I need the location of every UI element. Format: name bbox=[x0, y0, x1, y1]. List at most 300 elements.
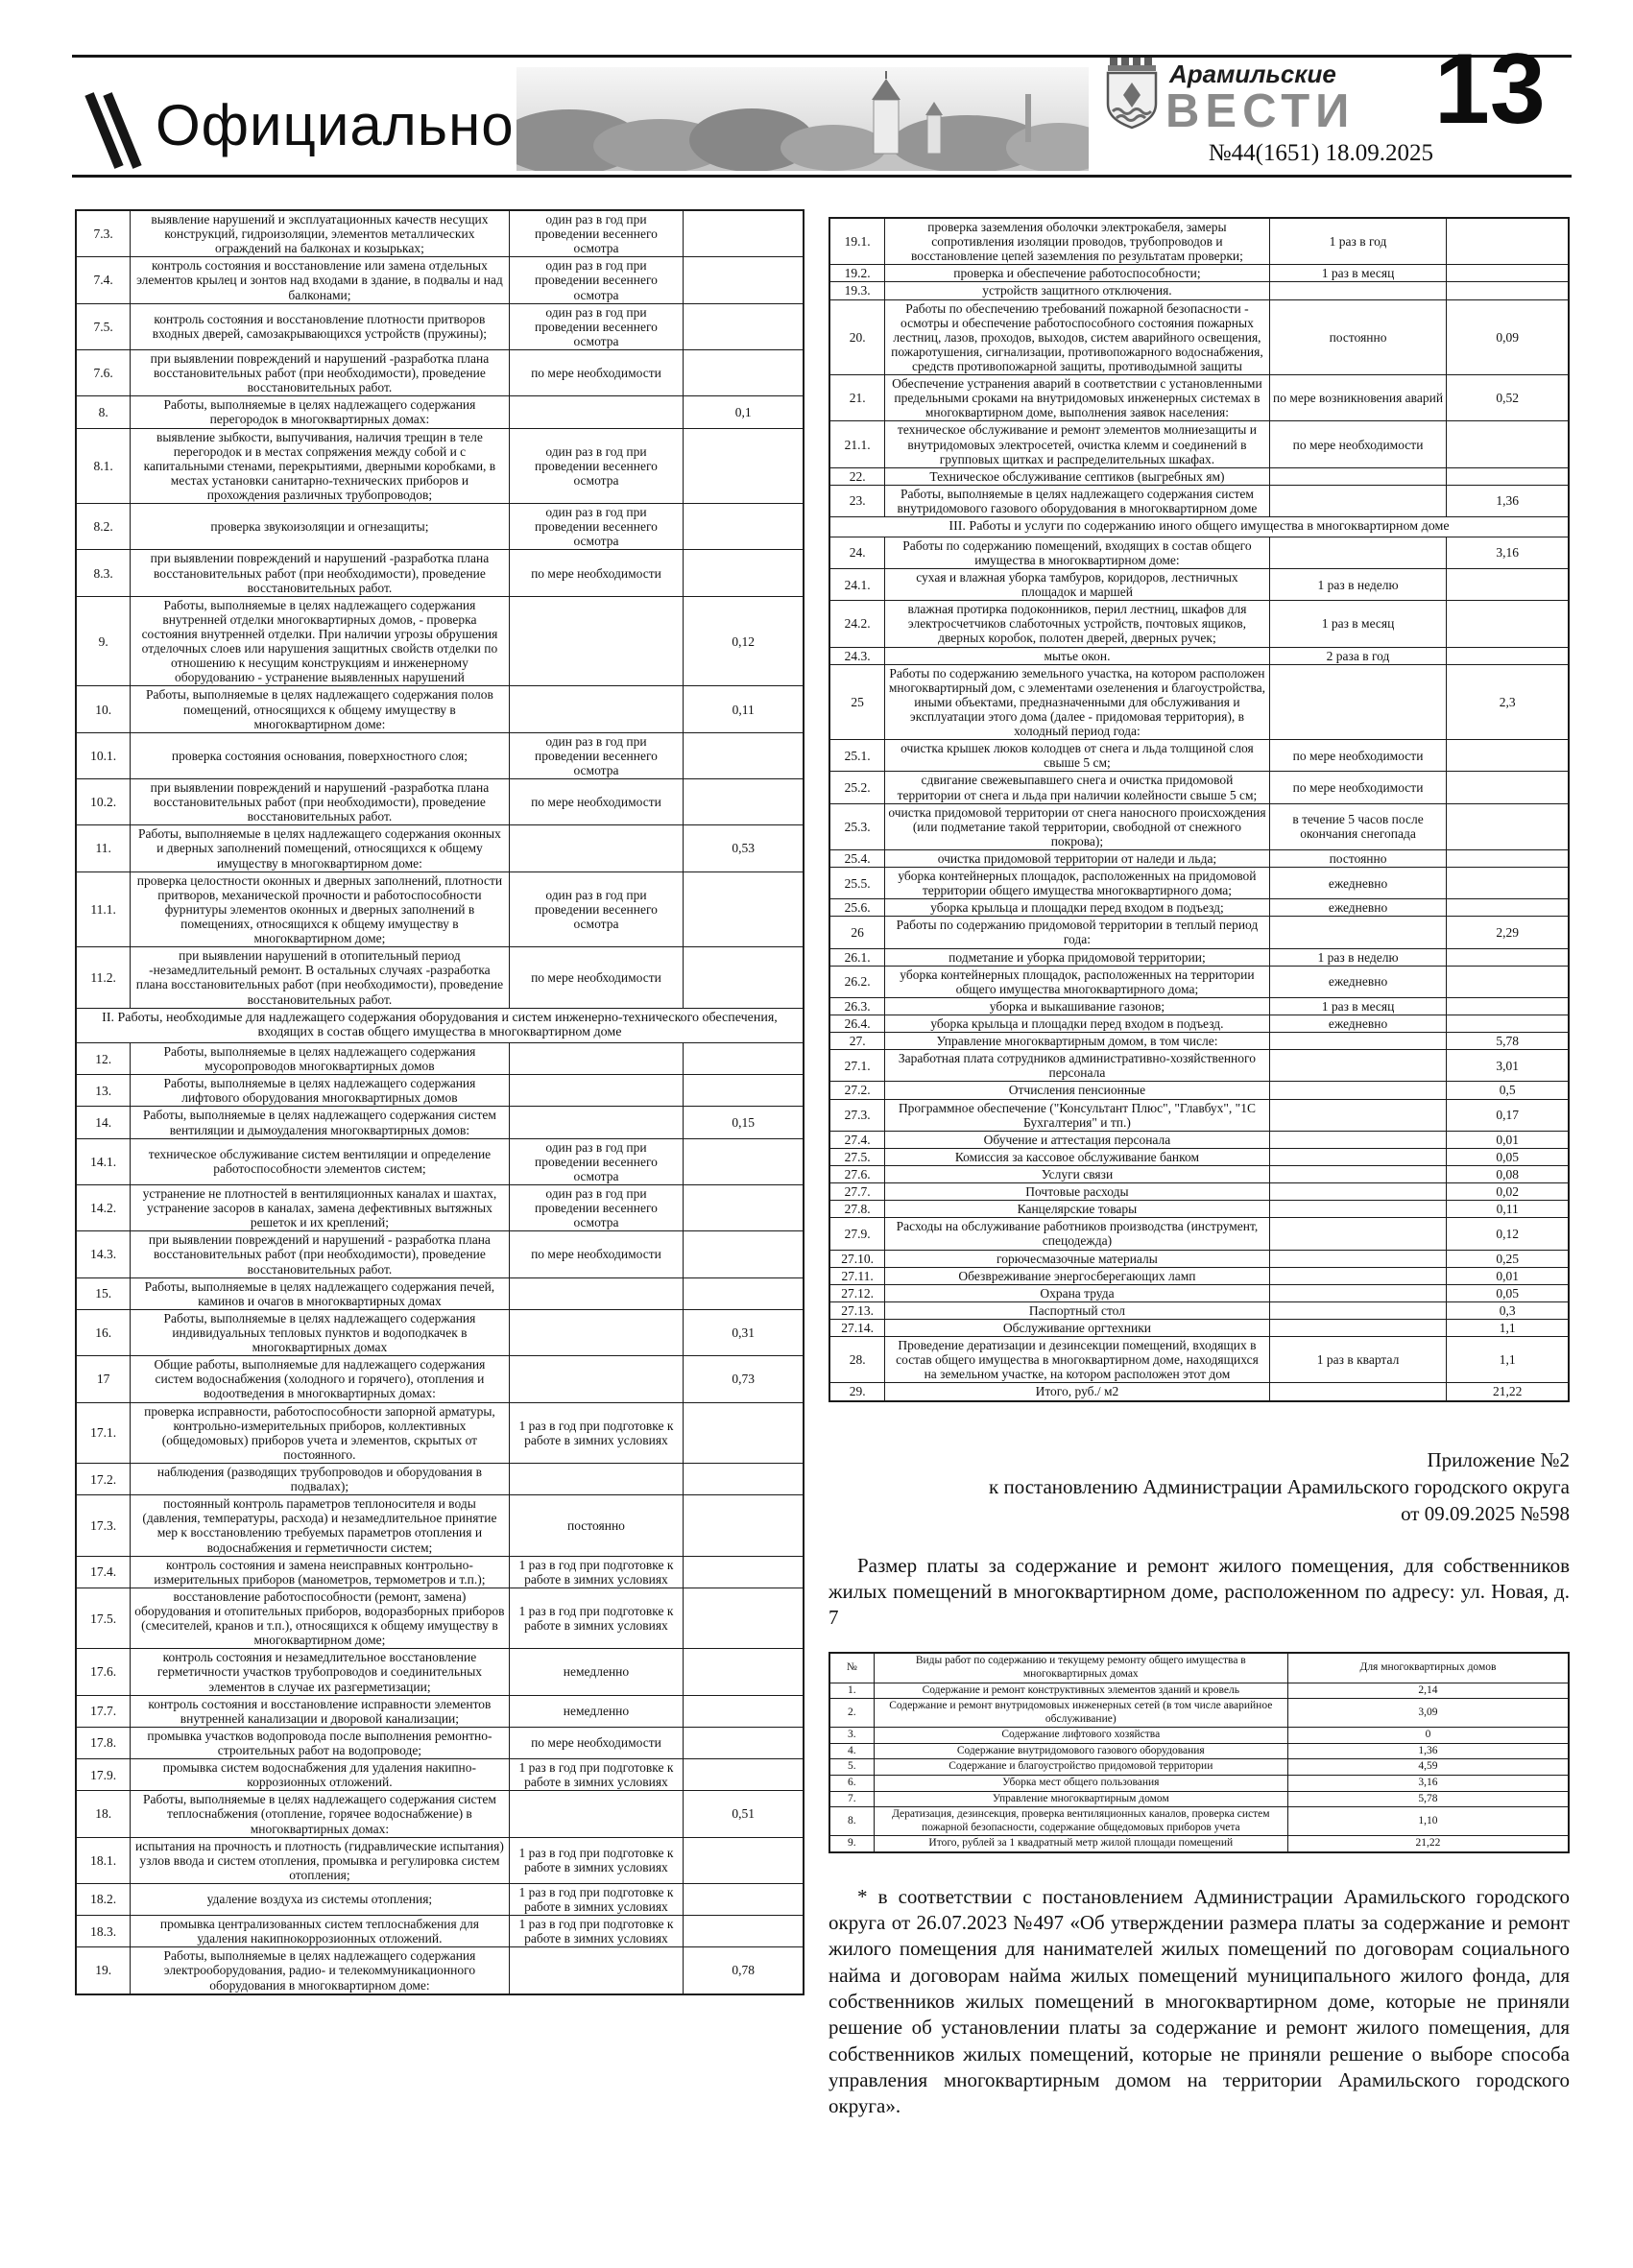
row-number: 21. bbox=[829, 375, 885, 421]
periodicity bbox=[1269, 1201, 1447, 1218]
tariff-value bbox=[684, 1556, 804, 1588]
periodicity: ежедневно bbox=[1269, 868, 1447, 899]
periodicity: по мере необходимости bbox=[509, 349, 684, 395]
city-crest-icon bbox=[1104, 56, 1160, 131]
tariff-table-left bbox=[75, 209, 804, 1995]
work-description: Работы, выполняемые в целях надлежащего содержания электрооборудования, радио- и телекоммуникационного оборудования в многоквартирном доме: bbox=[131, 1947, 509, 1994]
periodicity: 1 раз в год при подготовке к работе в зимних условиях bbox=[509, 1837, 684, 1883]
periodicity bbox=[1269, 664, 1447, 740]
row-number: 17.5. bbox=[76, 1588, 131, 1648]
work-description: Обеспечение устранения аварий в соответствии с установленными предельными сроками на внутридомовых инженерных системах в многоквартирном доме, выполнения заявок населения: bbox=[885, 375, 1269, 421]
row-number: 15. bbox=[76, 1277, 131, 1309]
work-type: Содержание и ремонт внутридомовых инженерных сетей (в том числе аварийное обслуживание) bbox=[874, 1699, 1287, 1728]
work-description: контроль состояния и замена неисправных контрольно-измерительных приборов (манометров, термометров и т.п.); bbox=[131, 1556, 509, 1588]
periodicity: по мере необходимости bbox=[1269, 740, 1447, 772]
row-number: 19.3. bbox=[829, 282, 885, 299]
tariff-value: 0,09 bbox=[1447, 299, 1569, 375]
tariff-value: 0,05 bbox=[1447, 1148, 1569, 1165]
amount: 1,10 bbox=[1287, 1807, 1569, 1836]
row-number: 7.5. bbox=[76, 303, 131, 349]
tariff-value: 0,12 bbox=[684, 596, 804, 686]
periodicity: постоянно bbox=[509, 1495, 684, 1556]
row-number: 27.8. bbox=[829, 1201, 885, 1218]
work-description: проверка и обеспечение работоспособности; bbox=[885, 265, 1269, 282]
tariff-value bbox=[684, 779, 804, 825]
tariff-value: 0,15 bbox=[684, 1107, 804, 1138]
table-row bbox=[76, 1356, 804, 1402]
periodicity: по мере необходимости bbox=[1269, 772, 1447, 803]
table-row bbox=[829, 265, 1569, 282]
table-row bbox=[829, 1759, 1569, 1776]
periodicity bbox=[1269, 537, 1447, 568]
tariff-value: 0,3 bbox=[1447, 1301, 1569, 1319]
table-row bbox=[76, 1185, 804, 1231]
table-row bbox=[829, 868, 1569, 899]
row-number: 19.2. bbox=[829, 265, 885, 282]
section-title: III. Работы и услуги по содержанию иного общего имущества в многоквартирном доме bbox=[829, 517, 1569, 537]
work-description: при выявлении повреждений и нарушений - разработка плана восстановительных работ (при необходимости), проведение восстановительных работ. bbox=[131, 1231, 509, 1277]
amount: 5,78 bbox=[1287, 1791, 1569, 1807]
row-number: 27.9. bbox=[829, 1218, 885, 1250]
row-number: 27.12. bbox=[829, 1284, 885, 1301]
table-row bbox=[76, 1649, 804, 1695]
row-number: 26.4. bbox=[829, 1015, 885, 1033]
tariff-value bbox=[684, 1883, 804, 1915]
tariff-value: 0,31 bbox=[684, 1309, 804, 1355]
row-number: 17.6. bbox=[76, 1649, 131, 1695]
periodicity: по мере необходимости bbox=[509, 550, 684, 596]
work-description: влажная протирка подоконников, перил лестниц, шкафов для электросчетчиков слаботочных устройств, почтовых ящиков, дверных коробок, полотен дверей, дверных ручек; bbox=[885, 601, 1269, 647]
periodicity: 1 раз в год при подготовке к работе в зимних условиях bbox=[509, 1883, 684, 1915]
periodicity: немедленно bbox=[509, 1695, 684, 1727]
table-row bbox=[76, 1075, 804, 1107]
table-row bbox=[829, 849, 1569, 867]
table-row bbox=[76, 550, 804, 596]
tariff-value bbox=[684, 871, 804, 947]
row-number: 17.3. bbox=[76, 1495, 131, 1556]
work-description: Работы по содержанию помещений, входящих в состав общего имущества в многоквартирном доме: bbox=[885, 537, 1269, 568]
periodicity bbox=[1269, 1218, 1447, 1250]
tariff-value bbox=[1447, 647, 1569, 664]
tariff-value bbox=[684, 210, 804, 257]
row-number: 8. bbox=[829, 1807, 874, 1836]
tariff-value: 0,5 bbox=[1447, 1082, 1569, 1099]
work-description: техническое обслуживание систем вентиляции и определение работоспособности элементов систем; bbox=[131, 1138, 509, 1184]
work-description: Обучение и аттестация персонала bbox=[885, 1131, 1269, 1148]
row-number: 9. bbox=[829, 1836, 874, 1852]
tariff-value: 0,73 bbox=[684, 1356, 804, 1402]
section-row bbox=[829, 517, 1569, 537]
table-row bbox=[829, 467, 1569, 485]
page-number: 13 bbox=[1434, 34, 1546, 145]
row-number: 4. bbox=[829, 1743, 874, 1759]
row-number: 27.6. bbox=[829, 1166, 885, 1183]
tariff-value bbox=[1447, 740, 1569, 772]
work-description: Проведение дератизации и дезинсекции помещений, входящих в состав общего имущества в многоквартирном доме, находящихся на земельном участке, на котором расположен этот дом bbox=[885, 1337, 1269, 1383]
tariff-value bbox=[684, 1463, 804, 1494]
periodicity: 1 раз в месяц bbox=[1269, 601, 1447, 647]
table-row bbox=[829, 1183, 1569, 1201]
tariff-value bbox=[684, 1759, 804, 1791]
tariff-value bbox=[1447, 772, 1569, 803]
tariff-value: 0,53 bbox=[684, 825, 804, 871]
tariff-value bbox=[1447, 421, 1569, 467]
table-row bbox=[76, 349, 804, 395]
row-number: 14. bbox=[76, 1107, 131, 1138]
periodicity bbox=[509, 1107, 684, 1138]
work-description: испытания на прочность и плотность (гидравлические испытания) узлов ввода и систем отопления, промывка и регулировка систем отопления; bbox=[131, 1837, 509, 1883]
periodicity: 1 раз в год при подготовке к работе в зимних условиях bbox=[509, 1759, 684, 1791]
row-number: 11.2. bbox=[76, 947, 131, 1008]
periodicity: по мере необходимости bbox=[509, 1727, 684, 1758]
tariff-value bbox=[1447, 265, 1569, 282]
row-number: 27.2. bbox=[829, 1082, 885, 1099]
footnote: * в соответствии с постановлением Администрации Арамильского городского округа от 26.07.2023 №497 «Об утверждении размера платы за содержание и ремонт жилого помещения для нанимателей жилых помещений по договорам социального найма и договорам найма жилых помещений муниципального жилого фонда, для собственников жилых помещений в многоквартирном доме, которые не приняли решение об установлении платы за содержание и ремонт жилого помещения, для собственников жилых помещений, которые не приняли решение о выборе способа управления многоквартирным домом на территории Арамильского городского округа». bbox=[829, 1884, 1570, 2118]
periodicity: 1 раз в неделю bbox=[1269, 568, 1447, 600]
table-row bbox=[829, 375, 1569, 421]
table-header-row bbox=[829, 1653, 1569, 1683]
row-number: 22. bbox=[829, 467, 885, 485]
periodicity bbox=[1269, 1383, 1447, 1401]
periodicity bbox=[509, 1277, 684, 1309]
table-row bbox=[829, 1050, 1569, 1082]
periodicity bbox=[1269, 467, 1447, 485]
work-description: Работы, выполняемые в целях надлежащего содержания систем вентиляции и дымоудаления многоквартирных домов: bbox=[131, 1107, 509, 1138]
work-description: проверка звукоизоляции и огнезащиты; bbox=[131, 504, 509, 550]
page-section-title: Официально bbox=[156, 93, 515, 157]
work-description: Работы, выполняемые в целях надлежащего содержания внутренней отделки многоквартирных домов, - проверка состояния внутренней отделки. При наличии угрозы обрушения отделочных слоев или нарушения защитных свойств отделки по отношению к несущим конструкциям и инженерному оборудованию - устранение выявленных нарушений bbox=[131, 596, 509, 686]
periodicity bbox=[509, 825, 684, 871]
row-number: 17.7. bbox=[76, 1695, 131, 1727]
amount: 2,14 bbox=[1287, 1683, 1569, 1699]
work-description: сухая и влажная уборка тамбуров, коридоров, лестничных площадок и маршей bbox=[885, 568, 1269, 600]
table-row bbox=[829, 647, 1569, 664]
work-description: Почтовые расходы bbox=[885, 1183, 1269, 1201]
work-description: Итого, руб./ м2 bbox=[885, 1383, 1269, 1401]
tariff-value bbox=[684, 1649, 804, 1695]
col-header-amount: Для многоквартирных домов bbox=[1287, 1653, 1569, 1683]
periodicity: по мере необходимости bbox=[509, 947, 684, 1008]
table-row bbox=[829, 1836, 1569, 1852]
work-description: восстановление работоспособности (ремонт, замена) оборудования и отопительных приборов, водоразборных приборов (смесителей, кранов и т.п.), относящихся к общему имуществу в многоквартирном доме; bbox=[131, 1588, 509, 1648]
table-row bbox=[829, 1099, 1569, 1131]
work-description: Канцелярские товары bbox=[885, 1201, 1269, 1218]
tariff-value bbox=[684, 1837, 804, 1883]
tariff-value: 1,36 bbox=[1447, 485, 1569, 516]
table-row bbox=[76, 396, 804, 428]
periodicity: постоянно bbox=[1269, 299, 1447, 375]
work-type: Содержание лифтового хозяйства bbox=[874, 1728, 1287, 1744]
table-row bbox=[829, 421, 1569, 467]
tariff-value bbox=[1447, 601, 1569, 647]
periodicity: один раз в год при проведении весеннего осмотра bbox=[509, 428, 684, 504]
table-row bbox=[829, 1033, 1569, 1050]
work-description: Заработная плата сотрудников административно-хозяйственного персонала bbox=[885, 1050, 1269, 1082]
table-row bbox=[76, 210, 804, 257]
tariff-value bbox=[684, 428, 804, 504]
periodicity: один раз в год при проведении весеннего осмотра bbox=[509, 1138, 684, 1184]
work-type: Итого, рублей за 1 квадратный метр жилой площади помещений bbox=[874, 1836, 1287, 1852]
table-row bbox=[829, 1320, 1569, 1337]
row-number: 18.2. bbox=[76, 1883, 131, 1915]
tariff-value bbox=[684, 1695, 804, 1727]
row-number: 16. bbox=[76, 1309, 131, 1355]
periodicity bbox=[1269, 1267, 1447, 1284]
periodicity: 1 раз в год при подготовке к работе в зимних условиях bbox=[509, 1402, 684, 1463]
work-description: при выявлении повреждений и нарушений -разработка плана восстановительных работ (при необходимости), проведение восстановительных работ. bbox=[131, 779, 509, 825]
table-row bbox=[829, 1683, 1569, 1699]
tariff-value: 0,01 bbox=[1447, 1267, 1569, 1284]
work-description: постоянный контроль параметров теплоносителя и воды (давления, температуры, расхода) и незамедлительное принятие мер к восстановлению требуемых параметров отопления и водоснабжения и герметичности систем; bbox=[131, 1495, 509, 1556]
table-row bbox=[829, 740, 1569, 772]
appendix-heading bbox=[829, 1446, 1570, 1528]
work-description: сдвигание свежевыпавшего снега и очистка придомовой территории от снега и льда при наличии колейности свыше 5 см; bbox=[885, 772, 1269, 803]
tariff-value: 0,52 bbox=[1447, 375, 1569, 421]
tariff-value bbox=[684, 947, 804, 1008]
work-description: при выявлении повреждений и нарушений -разработка плана восстановительных работ (при необходимости), проведение восстановительных работ. bbox=[131, 349, 509, 395]
table-row bbox=[76, 1695, 804, 1727]
table-row bbox=[76, 504, 804, 550]
periodicity: 1 раз в год при подготовке к работе в зимних условиях bbox=[509, 1588, 684, 1648]
row-number: 7.3. bbox=[76, 210, 131, 257]
periodicity bbox=[1269, 1148, 1447, 1165]
appendix-heading-line: от 09.09.2025 №598 bbox=[1401, 1502, 1570, 1526]
periodicity: один раз в год при проведении весеннего осмотра bbox=[509, 504, 684, 550]
periodicity bbox=[1269, 1166, 1447, 1183]
periodicity bbox=[1269, 1050, 1447, 1082]
work-description: горючесмазочные материалы bbox=[885, 1250, 1269, 1267]
work-description: Охрана труда bbox=[885, 1284, 1269, 1301]
work-description: Паспортный стол bbox=[885, 1301, 1269, 1319]
table-row bbox=[829, 803, 1569, 849]
row-number: 14.2. bbox=[76, 1185, 131, 1231]
work-description: проверка целостности оконных и дверных заполнений, плотности притворов, механической прочности и работоспособности фурнитуры элементов оконных и дверных заполнений в помещениях, относящихся к общему имуществу в многоквартирном доме; bbox=[131, 871, 509, 947]
work-description: Работы по обеспечению требований пожарной безопасности - осмотры и обеспечение работоспособного состояния пожарных лестниц, лазов, проходов, выходов, систем аварийного освещения, пожаротушения, сигнализации, противопожарного водоснабжения, средств противопожарной защиты, противодымной защиты bbox=[885, 299, 1269, 375]
left-column bbox=[75, 209, 804, 1995]
periodicity: один раз в год при проведении весеннего осмотра bbox=[509, 1185, 684, 1231]
table-row bbox=[829, 1301, 1569, 1319]
newspaper-name-top: Арамильские bbox=[1169, 60, 1336, 88]
table-row bbox=[829, 299, 1569, 375]
table-row bbox=[76, 947, 804, 1008]
tariff-value bbox=[1447, 997, 1569, 1015]
periodicity: один раз в год при проведении весеннего осмотра bbox=[509, 303, 684, 349]
appendix-heading-line: Приложение №2 bbox=[1427, 1447, 1570, 1471]
tariff-value bbox=[684, 1043, 804, 1075]
amount: 3,09 bbox=[1287, 1699, 1569, 1728]
work-description: Программное обеспечение ("Консультант Плюс", "Главбух", "1С Бухгалтерия" и тп.) bbox=[885, 1099, 1269, 1131]
work-description: Работы, выполняемые в целях надлежащего содержания печей, каминов и очагов в многоквартирных домах bbox=[131, 1277, 509, 1309]
tariff-value: 1,1 bbox=[1447, 1337, 1569, 1383]
row-number: 26.2. bbox=[829, 966, 885, 997]
periodicity: 1 раз в квартал bbox=[1269, 1337, 1447, 1383]
periodicity bbox=[1269, 1250, 1447, 1267]
work-description: промывка участков водопровода после выполнения ремонтно-строительных работ на водопроводе; bbox=[131, 1727, 509, 1758]
work-description: при выявлении нарушений в отопительный период -незамедлительный ремонт. В остальных случаях -разработка плана восстановительных работ (при необходимости), проведение восстановительных работ. bbox=[131, 947, 509, 1008]
table-row bbox=[829, 601, 1569, 647]
work-description: уборка крыльца и площадки перед входом в подъезд; bbox=[885, 899, 1269, 917]
table-row bbox=[76, 1947, 804, 1994]
table-row bbox=[829, 568, 1569, 600]
work-description: проверка заземления оболочки электрокабеля, замеры сопротивления изоляции проводов, трубопроводов и восстановление цепей заземления по результатам проверки; bbox=[885, 218, 1269, 265]
tariff-value: 21,22 bbox=[1447, 1383, 1569, 1401]
amount: 3,16 bbox=[1287, 1775, 1569, 1791]
work-description: Обезвреживание энергосберегающих ламп bbox=[885, 1267, 1269, 1284]
tariff-value bbox=[684, 349, 804, 395]
table-row bbox=[829, 664, 1569, 740]
row-number: 19.1. bbox=[829, 218, 885, 265]
work-type: Содержание и благоустройство придомовой территории bbox=[874, 1759, 1287, 1776]
table-row bbox=[76, 1043, 804, 1075]
work-description: Обслуживание оргтехники bbox=[885, 1320, 1269, 1337]
periodicity: ежедневно bbox=[1269, 899, 1447, 917]
periodicity: один раз в год при проведении весеннего осмотра bbox=[509, 210, 684, 257]
periodicity: 1 раз в неделю bbox=[1269, 948, 1447, 966]
row-number: 14.3. bbox=[76, 1231, 131, 1277]
work-description: очистка крышек люков колодцев от снега и льда толщиной слоя свыше 5 см; bbox=[885, 740, 1269, 772]
table-row bbox=[829, 1201, 1569, 1218]
table-row bbox=[76, 1916, 804, 1947]
row-number: 2. bbox=[829, 1699, 874, 1728]
work-description: проверка состояния основания, поверхностного слоя; bbox=[131, 732, 509, 778]
table-row bbox=[76, 596, 804, 686]
work-description: Работы, выполняемые в целях надлежащего содержания мусоропроводов многоквартирных домов bbox=[131, 1043, 509, 1075]
table-row bbox=[76, 686, 804, 732]
appendix-2 bbox=[829, 1446, 1570, 2120]
periodicity: один раз в год при проведении весеннего осмотра bbox=[509, 732, 684, 778]
table-row bbox=[829, 218, 1569, 265]
work-description: наблюдения (разводящих трубопроводов и оборудования в подвалах); bbox=[131, 1463, 509, 1494]
row-number: 17.9. bbox=[76, 1759, 131, 1791]
tariff-value: 0,78 bbox=[684, 1947, 804, 1994]
row-number: 8.3. bbox=[76, 550, 131, 596]
row-number: 7.4. bbox=[76, 257, 131, 303]
periodicity: 1 раз в год при подготовке к работе в зимних условиях bbox=[509, 1556, 684, 1588]
periodicity: по мере необходимости bbox=[1269, 421, 1447, 467]
table-row bbox=[829, 1166, 1569, 1183]
periodicity bbox=[1269, 282, 1447, 299]
row-number: 13. bbox=[76, 1075, 131, 1107]
row-number: 29. bbox=[829, 1383, 885, 1401]
work-description: Услуги связи bbox=[885, 1166, 1269, 1183]
row-number: 11. bbox=[76, 825, 131, 871]
table-row bbox=[829, 1148, 1569, 1165]
table-row bbox=[829, 1284, 1569, 1301]
periodicity bbox=[509, 1791, 684, 1837]
table-row bbox=[76, 871, 804, 947]
table-row bbox=[76, 1107, 804, 1138]
work-description: Общие работы, выполняемые для надлежащего содержания систем водоснабжения (холодного и горячего), отопления и водоотведения в многоквартирных домах: bbox=[131, 1356, 509, 1402]
table-row bbox=[76, 732, 804, 778]
periodicity bbox=[1269, 1320, 1447, 1337]
tariff-value bbox=[1447, 218, 1569, 265]
periodicity: постоянно bbox=[1269, 849, 1447, 867]
periodicity bbox=[1269, 1082, 1447, 1099]
periodicity bbox=[1269, 1033, 1447, 1050]
periodicity bbox=[1269, 1183, 1447, 1201]
row-number: 25.2. bbox=[829, 772, 885, 803]
periodicity: по мере необходимости bbox=[509, 779, 684, 825]
table-row bbox=[829, 1337, 1569, 1383]
periodicity: по мере необходимости bbox=[509, 1231, 684, 1277]
table-row bbox=[829, 772, 1569, 803]
table-row bbox=[76, 1883, 804, 1915]
periodicity: 1 раз в месяц bbox=[1269, 265, 1447, 282]
periodicity bbox=[509, 596, 684, 686]
tariff-value bbox=[1447, 899, 1569, 917]
work-description: Работы, выполняемые в целях надлежащего содержания перегородок в многоквартирных домах: bbox=[131, 396, 509, 428]
work-description: выявление нарушений и эксплуатационных качеств несущих конструкций, гидроизоляции, элементов металлических ограждений на балконах и козырьках; bbox=[131, 210, 509, 257]
row-number: 25 bbox=[829, 664, 885, 740]
periodicity bbox=[509, 1356, 684, 1402]
tariff-value bbox=[684, 257, 804, 303]
work-description: промывка систем водоснабжения для удаления накипно-коррозионных отложений. bbox=[131, 1759, 509, 1791]
table-row bbox=[829, 1775, 1569, 1791]
row-number: 24.1. bbox=[829, 568, 885, 600]
tariff-value bbox=[684, 1075, 804, 1107]
tariff-value bbox=[1447, 803, 1569, 849]
tariff-value bbox=[1447, 1015, 1569, 1033]
row-number: 18.1. bbox=[76, 1837, 131, 1883]
amount: 21,22 bbox=[1287, 1836, 1569, 1852]
section-title: II. Работы, необходимые для надлежащего содержания оборудования и систем инженерно-технического обеспечения, входящих в состав общего имущества в многоквартирном доме bbox=[76, 1008, 804, 1042]
periodicity bbox=[1269, 917, 1447, 948]
table-row bbox=[76, 1791, 804, 1837]
tariff-value: 0,1 bbox=[684, 396, 804, 428]
periodicity: по мере возникновения аварий bbox=[1269, 375, 1447, 421]
row-number: 27.1. bbox=[829, 1050, 885, 1082]
work-description: устранение не плотностей в вентиляционных каналах и шахтах, устранение засоров в каналах, замена дефективных вытяжных решеток и их креплений; bbox=[131, 1185, 509, 1231]
table-row bbox=[829, 1267, 1569, 1284]
work-description: контроль состояния и восстановление или замена отдельных элементов крылец и зонтов над входами в здание, в подвалы и над балконами; bbox=[131, 257, 509, 303]
work-description: Техническое обслуживание септиков (выгребных ям) bbox=[885, 467, 1269, 485]
table-row bbox=[76, 779, 804, 825]
row-number: 14.1. bbox=[76, 1138, 131, 1184]
tariff-value: 2,3 bbox=[1447, 664, 1569, 740]
tariff-value bbox=[684, 1138, 804, 1184]
work-type: Содержание внутридомового газового оборудования bbox=[874, 1743, 1287, 1759]
work-description: Отчисления пенсионные bbox=[885, 1082, 1269, 1099]
table-row bbox=[829, 1218, 1569, 1250]
periodicity: один раз в год при проведении весеннего осмотра bbox=[509, 257, 684, 303]
work-description: Работы, выполняемые в целях надлежащего содержания индивидуальных тепловых пунктов и водоподкачек в многоквартирных домах bbox=[131, 1309, 509, 1355]
row-number: 25.1. bbox=[829, 740, 885, 772]
row-number: 27. bbox=[829, 1033, 885, 1050]
work-type: Содержание и ремонт конструктивных элементов зданий и кровель bbox=[874, 1683, 1287, 1699]
work-description: уборка крыльца и площадки перед входом в подъезд. bbox=[885, 1015, 1269, 1033]
row-number: 17.2. bbox=[76, 1463, 131, 1494]
tariff-value bbox=[684, 1231, 804, 1277]
row-number: 7. bbox=[829, 1791, 874, 1807]
work-description: уборка контейнерных площадок, расположенных на территории общего имущества многоквартирного дома; bbox=[885, 966, 1269, 997]
tariff-value bbox=[684, 1588, 804, 1648]
table-row bbox=[829, 485, 1569, 516]
table-row bbox=[76, 1588, 804, 1648]
table-row bbox=[76, 1402, 804, 1463]
row-number: 23. bbox=[829, 485, 885, 516]
amount: 0 bbox=[1287, 1728, 1569, 1744]
table-row bbox=[76, 1759, 804, 1791]
work-description: Работы, выполняемые в целях надлежащего содержания полов помещений, относящихся к общему имуществу в многоквартирном доме: bbox=[131, 686, 509, 732]
row-number: 17 bbox=[76, 1356, 131, 1402]
work-description: проверка исправности, работоспособности запорной арматуры, контрольно-измерительных приборов, коллективных (общедомовых) приборов учета и элементов, скрытых от постоянного. bbox=[131, 1402, 509, 1463]
work-description: Работы по содержанию земельного участка, на котором расположен многоквартирный дом, с элементами озеленения и благоустройства, иными объектами, предназначенными для обслуживания и эксплуатации этого дома (далее - придомовая территория), в холодный период года: bbox=[885, 664, 1269, 740]
tariff-table-right bbox=[829, 217, 1570, 1402]
work-description: уборка и выкашивание газонов; bbox=[885, 997, 1269, 1015]
periodicity bbox=[1269, 1099, 1447, 1131]
periodicity bbox=[509, 686, 684, 732]
table-row bbox=[76, 257, 804, 303]
